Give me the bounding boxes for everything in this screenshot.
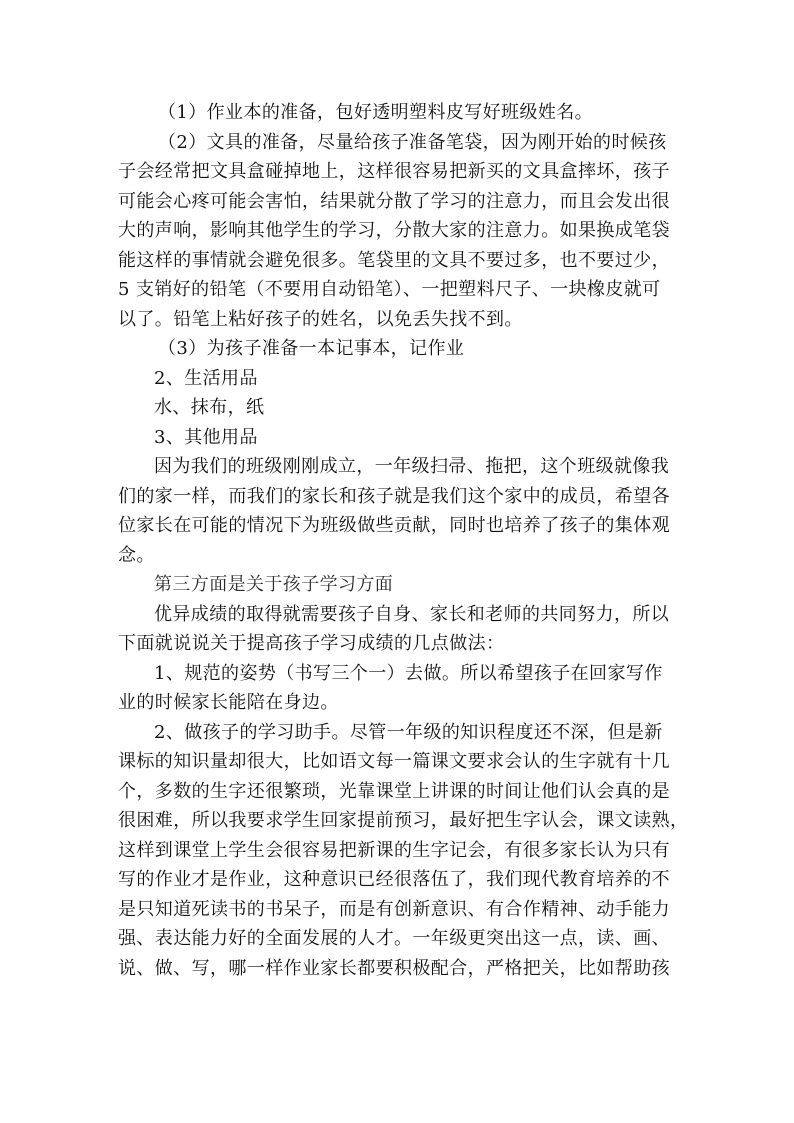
text-line: 这样到课堂上学生会很容易把新课的生字记会，有很多家长认为只有 (118, 839, 670, 861)
text-line: 课标的知识量却很大，比如语文每一篇课文要求会认的生字就有十几 (118, 751, 670, 772)
section-heading: 2、生活用品 (154, 367, 258, 389)
text-line: 水、抹布，纸 (154, 397, 265, 418)
text-line: 下面就说说关于提高孩子学习成绩的几点做法： (118, 633, 505, 654)
text-line: 因为我们的班级刚刚成立，一年级扫帚、拖把，这个班级就像我 (154, 456, 670, 477)
text-line: 能这样的事情就会避免很多。笔袋里的文具不要过多，也不要过少， (118, 249, 670, 271)
text-line: 很困难，所以我要求学生回家提前预习，最好把生字认会，课文读熟， (118, 810, 689, 831)
text-line: 业的时候家长能陪在身边。 (118, 692, 339, 713)
text-line: 强、表达能力好的全面发展的人才。一年级更突出这一点，读、画、 (118, 928, 670, 949)
text-line: 2、做孩子的学习助手。尽管一年级的知识程度还不深，但是新 (154, 721, 663, 743)
text-line: 位家长在可能的情况下为班级做些贡献，同时也培养了孩子的集体观 (118, 515, 670, 536)
text-line: 们的家一样，而我们的家长和孩子就是我们这个家中的成员，希望各 (118, 485, 670, 507)
text-line: （2）文具的准备，尽量给孩子准备笔袋，因为刚开始的时候孩 (158, 131, 667, 153)
text-line: 5 支销好的铅笔（不要用自动铅笔）、一把塑料尺子、一块橡皮就可 (118, 279, 661, 300)
text-line: 个，多数的生字还很繁琐，光靠课堂上讲课的时间让他们认会真的是 (118, 780, 670, 802)
text-line: 大的声响，影响其他学生的学习，分散大家的注意力。如果换成笔袋 (118, 220, 670, 241)
text-line: （1）作业本的准备，包好透明塑料皮写好班级姓名。 (158, 102, 594, 123)
text-line: 写的作业才是作业，这种意识已经很落伍了，我们现代教育培养的不 (118, 869, 670, 890)
text-line: 子会经常把文具盒碰掉地上，这样很容易把新买的文具盒摔坏，孩子 (118, 161, 670, 182)
text-line: 优异成绩的取得就需要孩子自身、家长和老师的共同努力，所以 (154, 603, 670, 625)
text-line: （3）为孩子准备一本记事本，记作业 (158, 338, 465, 359)
text-line: 以了。铅笔上粘好孩子的姓名，以免丢失找不到。 (118, 308, 523, 330)
text-line: 可能会心疼可能会害怕，结果就分散了学习的注意力，而且会发出很 (118, 190, 670, 212)
text-line: 1、规范的姿势（书写三个一）去做。所以希望孩子在回家写作 (154, 662, 663, 684)
text-line: 说、做、写，哪一样作业家长都要积极配合，严格把关，比如帮助孩 (118, 957, 670, 979)
document-body (118, 98, 689, 983)
text-line: 念。 (118, 544, 155, 566)
section-heading: 第三方面是关于孩子学习方面 (154, 574, 394, 595)
text-line: 是只知道死读书的书呆子，而是有创新意识、有合作精神、动手能力 (118, 898, 670, 920)
section-heading: 3、其他用品 (154, 426, 258, 448)
